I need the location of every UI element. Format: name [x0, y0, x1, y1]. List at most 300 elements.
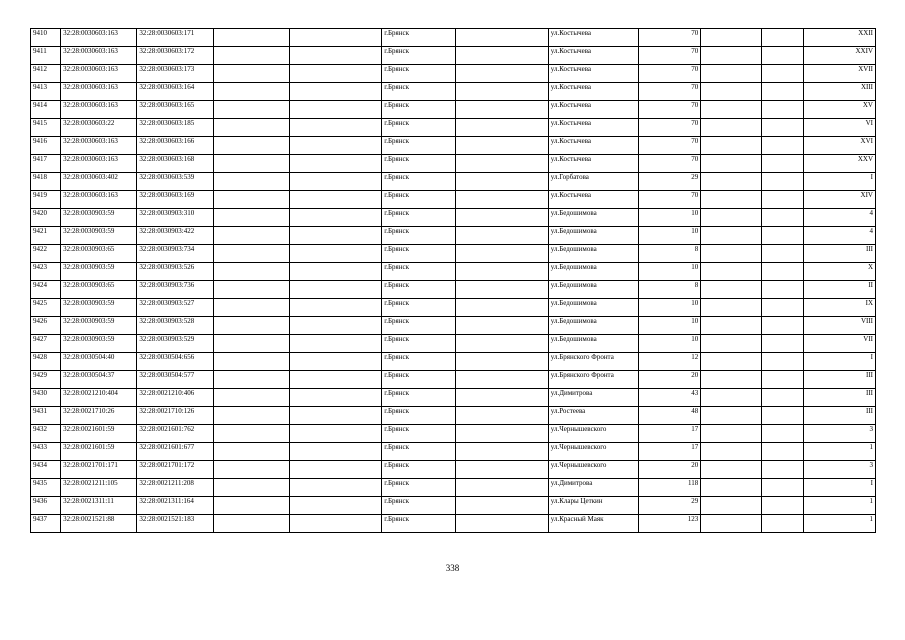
- row-number-cell: 9413: [31, 83, 61, 101]
- empty-cell: [761, 83, 803, 101]
- empty-cell: [761, 47, 803, 65]
- house-number-cell: 12: [639, 353, 701, 371]
- empty-cell: [289, 281, 381, 299]
- empty-cell: [456, 353, 548, 371]
- empty-cell: [213, 335, 289, 353]
- city-cell: г.Брянск: [382, 317, 456, 335]
- empty-cell: [701, 209, 761, 227]
- empty-cell: [761, 263, 803, 281]
- page-number: 338: [445, 563, 460, 573]
- street-cell: ул.Бедошимова: [548, 335, 638, 353]
- empty-cell: [761, 209, 803, 227]
- empty-cell: [289, 335, 381, 353]
- house-number-cell: 123: [639, 515, 701, 533]
- cadastral-number-cell: 32:28:0030603:168: [137, 155, 213, 173]
- street-cell: ул.Чернышевского: [548, 461, 638, 479]
- cadastral-number-cell: 32:28:0021311:164: [137, 497, 213, 515]
- empty-cell: [213, 443, 289, 461]
- table-row: [31, 191, 876, 209]
- empty-cell: [761, 317, 803, 335]
- cadastral-quarter-cell: 32:28:0021701:171: [61, 461, 137, 479]
- empty-cell: [701, 227, 761, 245]
- empty-cell: [213, 281, 289, 299]
- row-number-cell: 9417: [31, 155, 61, 173]
- empty-cell: [761, 353, 803, 371]
- house-number-cell: 70: [639, 101, 701, 119]
- empty-cell: [701, 29, 761, 47]
- street-cell: ул.Горбатова: [548, 173, 638, 191]
- cadastral-number-cell: 32:28:0030903:527: [137, 299, 213, 317]
- premises-number-cell: I: [803, 173, 875, 191]
- city-cell: г.Брянск: [382, 101, 456, 119]
- table-row: [31, 137, 876, 155]
- cadastral-quarter-cell: 32:28:0030903:59: [61, 263, 137, 281]
- empty-cell: [761, 515, 803, 533]
- row-number-cell: 9434: [31, 461, 61, 479]
- street-cell: ул.Димитрова: [548, 389, 638, 407]
- empty-cell: [701, 479, 761, 497]
- empty-cell: [761, 119, 803, 137]
- empty-cell: [213, 65, 289, 83]
- cadastral-number-cell: 32:28:0030504:577: [137, 371, 213, 389]
- row-number-cell: 9423: [31, 263, 61, 281]
- empty-cell: [289, 47, 381, 65]
- premises-number-cell: III: [803, 389, 875, 407]
- empty-cell: [701, 281, 761, 299]
- premises-number-cell: III: [803, 407, 875, 425]
- street-cell: ул.Бедошимова: [548, 227, 638, 245]
- empty-cell: [761, 299, 803, 317]
- cadastral-number-cell: 32:28:0021601:762: [137, 425, 213, 443]
- empty-cell: [456, 227, 548, 245]
- house-number-cell: 10: [639, 209, 701, 227]
- empty-cell: [456, 299, 548, 317]
- street-cell: ул.Клары Цеткин: [548, 497, 638, 515]
- row-number-cell: 9425: [31, 299, 61, 317]
- empty-cell: [761, 371, 803, 389]
- premises-number-cell: VI: [803, 119, 875, 137]
- empty-cell: [761, 137, 803, 155]
- street-cell: ул.Димитрова: [548, 479, 638, 497]
- house-number-cell: 70: [639, 155, 701, 173]
- empty-cell: [289, 209, 381, 227]
- empty-cell: [213, 137, 289, 155]
- empty-cell: [701, 245, 761, 263]
- cadastral-number-cell: 32:28:0021710:126: [137, 407, 213, 425]
- empty-cell: [456, 281, 548, 299]
- empty-cell: [761, 29, 803, 47]
- cadastral-number-cell: 32:28:0030603:164: [137, 83, 213, 101]
- cadastral-number-cell: 32:28:0030603:165: [137, 101, 213, 119]
- city-cell: г.Брянск: [382, 371, 456, 389]
- row-number-cell: 9418: [31, 173, 61, 191]
- empty-cell: [456, 173, 548, 191]
- empty-cell: [289, 191, 381, 209]
- empty-cell: [289, 29, 381, 47]
- table-row: [31, 335, 876, 353]
- house-number-cell: 70: [639, 119, 701, 137]
- empty-cell: [701, 443, 761, 461]
- row-number-cell: 9433: [31, 443, 61, 461]
- table-row: [31, 299, 876, 317]
- empty-cell: [456, 47, 548, 65]
- empty-cell: [289, 119, 381, 137]
- house-number-cell: 70: [639, 65, 701, 83]
- empty-cell: [701, 461, 761, 479]
- city-cell: г.Брянск: [382, 389, 456, 407]
- empty-cell: [456, 389, 548, 407]
- house-number-cell: 70: [639, 191, 701, 209]
- house-number-cell: 29: [639, 497, 701, 515]
- row-number-cell: 9437: [31, 515, 61, 533]
- empty-cell: [701, 47, 761, 65]
- street-cell: ул.Костычева: [548, 29, 638, 47]
- premises-number-cell: XIII: [803, 83, 875, 101]
- empty-cell: [289, 353, 381, 371]
- street-cell: ул.Бедошимова: [548, 245, 638, 263]
- empty-cell: [213, 209, 289, 227]
- house-number-cell: 17: [639, 425, 701, 443]
- cadastral-number-cell: 32:28:0030603:185: [137, 119, 213, 137]
- empty-cell: [761, 65, 803, 83]
- empty-cell: [456, 461, 548, 479]
- cadastral-number-cell: 32:28:0030603:172: [137, 47, 213, 65]
- cadastral-number-cell: 32:28:0021701:172: [137, 461, 213, 479]
- empty-cell: [701, 353, 761, 371]
- cadastral-number-cell: 32:28:0030903:529: [137, 335, 213, 353]
- city-cell: г.Брянск: [382, 83, 456, 101]
- street-cell: ул.Бедошимова: [548, 317, 638, 335]
- premises-number-cell: XIV: [803, 191, 875, 209]
- table-row: [31, 425, 876, 443]
- cadastral-quarter-cell: 32:28:0030603:163: [61, 83, 137, 101]
- row-number-cell: 9410: [31, 29, 61, 47]
- empty-cell: [456, 29, 548, 47]
- empty-cell: [761, 101, 803, 119]
- empty-cell: [456, 101, 548, 119]
- premises-number-cell: 1: [803, 515, 875, 533]
- empty-cell: [213, 461, 289, 479]
- empty-cell: [213, 29, 289, 47]
- empty-cell: [289, 245, 381, 263]
- empty-cell: [761, 155, 803, 173]
- cadastral-quarter-cell: 32:28:0030603:163: [61, 65, 137, 83]
- premises-number-cell: 3: [803, 425, 875, 443]
- empty-cell: [213, 497, 289, 515]
- empty-cell: [456, 479, 548, 497]
- cadastral-number-cell: 32:28:0030603:173: [137, 65, 213, 83]
- empty-cell: [701, 515, 761, 533]
- premises-number-cell: 4: [803, 209, 875, 227]
- premises-number-cell: II: [803, 281, 875, 299]
- table-row: [31, 443, 876, 461]
- city-cell: г.Брянск: [382, 155, 456, 173]
- table-row: [31, 155, 876, 173]
- empty-cell: [761, 281, 803, 299]
- empty-cell: [289, 263, 381, 281]
- cadastral-quarter-cell: 32:28:0030603:163: [61, 47, 137, 65]
- table-row: [31, 47, 876, 65]
- cadastral-number-cell: 32:28:0030903:526: [137, 263, 213, 281]
- street-cell: ул.Красный Маяк: [548, 515, 638, 533]
- street-cell: ул.Костычева: [548, 191, 638, 209]
- empty-cell: [701, 83, 761, 101]
- empty-cell: [701, 263, 761, 281]
- city-cell: г.Брянск: [382, 173, 456, 191]
- table-body: [31, 29, 876, 533]
- premises-number-cell: III: [803, 371, 875, 389]
- row-number-cell: 9430: [31, 389, 61, 407]
- row-number-cell: 9426: [31, 317, 61, 335]
- house-number-cell: 20: [639, 461, 701, 479]
- house-number-cell: 70: [639, 137, 701, 155]
- table-row: [31, 245, 876, 263]
- cadastral-quarter-cell: 32:28:0021311:11: [61, 497, 137, 515]
- empty-cell: [761, 173, 803, 191]
- table-row: [31, 353, 876, 371]
- row-number-cell: 9432: [31, 425, 61, 443]
- empty-cell: [761, 443, 803, 461]
- empty-cell: [701, 371, 761, 389]
- cadastral-number-cell: 32:28:0030903:734: [137, 245, 213, 263]
- table-row: [31, 515, 876, 533]
- table-row: [31, 83, 876, 101]
- empty-cell: [456, 119, 548, 137]
- premises-number-cell: 4: [803, 227, 875, 245]
- empty-cell: [701, 65, 761, 83]
- house-number-cell: 48: [639, 407, 701, 425]
- street-cell: ул.Брянского Фронта: [548, 353, 638, 371]
- cadastral-number-cell: 32:28:0030903:310: [137, 209, 213, 227]
- cadastral-number-cell: 32:28:0021210:406: [137, 389, 213, 407]
- cadastral-number-cell: 32:28:0030903:528: [137, 317, 213, 335]
- cadastral-number-cell: 32:28:0021601:677: [137, 443, 213, 461]
- premises-number-cell: XXV: [803, 155, 875, 173]
- premises-number-cell: XXII: [803, 29, 875, 47]
- city-cell: г.Брянск: [382, 461, 456, 479]
- cadastral-quarter-cell: 32:28:0030603:22: [61, 119, 137, 137]
- city-cell: г.Брянск: [382, 119, 456, 137]
- city-cell: г.Брянск: [382, 263, 456, 281]
- empty-cell: [761, 335, 803, 353]
- registry-table: [30, 28, 876, 533]
- empty-cell: [456, 425, 548, 443]
- empty-cell: [456, 65, 548, 83]
- house-number-cell: 8: [639, 245, 701, 263]
- cadastral-quarter-cell: 32:28:0021211:105: [61, 479, 137, 497]
- empty-cell: [289, 65, 381, 83]
- empty-cell: [213, 317, 289, 335]
- empty-cell: [456, 515, 548, 533]
- empty-cell: [289, 425, 381, 443]
- row-number-cell: 9431: [31, 407, 61, 425]
- empty-cell: [761, 389, 803, 407]
- street-cell: ул.Костычева: [548, 137, 638, 155]
- street-cell: ул.Костычева: [548, 119, 638, 137]
- empty-cell: [213, 425, 289, 443]
- street-cell: ул.Костычева: [548, 155, 638, 173]
- city-cell: г.Брянск: [382, 47, 456, 65]
- empty-cell: [289, 101, 381, 119]
- row-number-cell: 9424: [31, 281, 61, 299]
- table-row: [31, 173, 876, 191]
- house-number-cell: 10: [639, 335, 701, 353]
- city-cell: г.Брянск: [382, 515, 456, 533]
- premises-number-cell: VII: [803, 335, 875, 353]
- premises-number-cell: XV: [803, 101, 875, 119]
- house-number-cell: 8: [639, 281, 701, 299]
- empty-cell: [456, 83, 548, 101]
- premises-number-cell: 3: [803, 461, 875, 479]
- table-row: [31, 209, 876, 227]
- cadastral-quarter-cell: 32:28:0030603:163: [61, 191, 137, 209]
- row-number-cell: 9414: [31, 101, 61, 119]
- cadastral-quarter-cell: 32:28:0021601:59: [61, 425, 137, 443]
- street-cell: ул.Костычева: [548, 101, 638, 119]
- city-cell: г.Брянск: [382, 479, 456, 497]
- empty-cell: [213, 389, 289, 407]
- empty-cell: [289, 137, 381, 155]
- empty-cell: [761, 479, 803, 497]
- empty-cell: [213, 119, 289, 137]
- empty-cell: [701, 173, 761, 191]
- street-cell: ул.Костычева: [548, 47, 638, 65]
- city-cell: г.Брянск: [382, 443, 456, 461]
- row-number-cell: 9421: [31, 227, 61, 245]
- house-number-cell: 17: [639, 443, 701, 461]
- city-cell: г.Брянск: [382, 245, 456, 263]
- table-row: [31, 407, 876, 425]
- cadastral-quarter-cell: 32:28:0030903:65: [61, 245, 137, 263]
- empty-cell: [213, 245, 289, 263]
- empty-cell: [213, 83, 289, 101]
- table-row: [31, 497, 876, 515]
- empty-cell: [701, 191, 761, 209]
- table-row: [31, 227, 876, 245]
- empty-cell: [213, 479, 289, 497]
- premises-number-cell: I: [803, 353, 875, 371]
- street-cell: ул.Чернышевского: [548, 425, 638, 443]
- empty-cell: [456, 263, 548, 281]
- empty-cell: [456, 155, 548, 173]
- house-number-cell: 10: [639, 263, 701, 281]
- house-number-cell: 43: [639, 389, 701, 407]
- cadastral-quarter-cell: 32:28:0030603:163: [61, 137, 137, 155]
- empty-cell: [213, 191, 289, 209]
- street-cell: ул.Брянского Фронта: [548, 371, 638, 389]
- table-row: [31, 263, 876, 281]
- empty-cell: [456, 371, 548, 389]
- empty-cell: [701, 299, 761, 317]
- empty-cell: [761, 461, 803, 479]
- city-cell: г.Брянск: [382, 407, 456, 425]
- empty-cell: [761, 227, 803, 245]
- empty-cell: [701, 497, 761, 515]
- empty-cell: [701, 137, 761, 155]
- city-cell: г.Брянск: [382, 209, 456, 227]
- house-number-cell: 10: [639, 317, 701, 335]
- empty-cell: [289, 155, 381, 173]
- cadastral-quarter-cell: 32:28:0021710:26: [61, 407, 137, 425]
- street-cell: ул.Костычева: [548, 83, 638, 101]
- house-number-cell: 70: [639, 83, 701, 101]
- cadastral-quarter-cell: 32:28:0030603:402: [61, 173, 137, 191]
- empty-cell: [456, 317, 548, 335]
- empty-cell: [289, 173, 381, 191]
- premises-number-cell: XVII: [803, 65, 875, 83]
- cadastral-quarter-cell: 32:28:0030903:59: [61, 335, 137, 353]
- table-row: [31, 371, 876, 389]
- empty-cell: [701, 335, 761, 353]
- table-row: [31, 101, 876, 119]
- street-cell: ул.Бедошимова: [548, 299, 638, 317]
- house-number-cell: 10: [639, 227, 701, 245]
- cadastral-number-cell: 32:28:0030603:169: [137, 191, 213, 209]
- premises-number-cell: XVI: [803, 137, 875, 155]
- row-number-cell: 9427: [31, 335, 61, 353]
- cadastral-quarter-cell: 32:28:0030903:65: [61, 281, 137, 299]
- premises-number-cell: 1: [803, 497, 875, 515]
- empty-cell: [289, 83, 381, 101]
- house-number-cell: 70: [639, 47, 701, 65]
- empty-cell: [289, 371, 381, 389]
- cadastral-number-cell: 32:28:0030903:736: [137, 281, 213, 299]
- empty-cell: [289, 461, 381, 479]
- house-number-cell: 20: [639, 371, 701, 389]
- empty-cell: [701, 389, 761, 407]
- cadastral-number-cell: 32:28:0030603:539: [137, 173, 213, 191]
- row-number-cell: 9420: [31, 209, 61, 227]
- empty-cell: [456, 209, 548, 227]
- city-cell: г.Брянск: [382, 227, 456, 245]
- cadastral-quarter-cell: 32:28:0030903:59: [61, 209, 137, 227]
- table-row: [31, 281, 876, 299]
- row-number-cell: 9415: [31, 119, 61, 137]
- cadastral-quarter-cell: 32:28:0021601:59: [61, 443, 137, 461]
- row-number-cell: 9428: [31, 353, 61, 371]
- empty-cell: [289, 515, 381, 533]
- empty-cell: [289, 299, 381, 317]
- empty-cell: [456, 137, 548, 155]
- city-cell: г.Брянск: [382, 497, 456, 515]
- cadastral-quarter-cell: 32:28:0030504:37: [61, 371, 137, 389]
- cadastral-number-cell: 32:28:0021211:208: [137, 479, 213, 497]
- row-number-cell: 9422: [31, 245, 61, 263]
- empty-cell: [456, 191, 548, 209]
- empty-cell: [289, 389, 381, 407]
- empty-cell: [213, 101, 289, 119]
- cadastral-quarter-cell: 32:28:0030504:40: [61, 353, 137, 371]
- empty-cell: [456, 497, 548, 515]
- street-cell: ул.Ростеева: [548, 407, 638, 425]
- row-number-cell: 9436: [31, 497, 61, 515]
- empty-cell: [289, 317, 381, 335]
- premises-number-cell: IX: [803, 299, 875, 317]
- empty-cell: [761, 245, 803, 263]
- empty-cell: [289, 479, 381, 497]
- cadastral-number-cell: 32:28:0030903:422: [137, 227, 213, 245]
- table-row: [31, 65, 876, 83]
- empty-cell: [456, 407, 548, 425]
- premises-number-cell: III: [803, 245, 875, 263]
- premises-number-cell: 1: [803, 443, 875, 461]
- premises-number-cell: I: [803, 479, 875, 497]
- empty-cell: [701, 101, 761, 119]
- table-row: [31, 389, 876, 407]
- cadastral-quarter-cell: 32:28:0030903:59: [61, 317, 137, 335]
- empty-cell: [701, 425, 761, 443]
- city-cell: г.Брянск: [382, 137, 456, 155]
